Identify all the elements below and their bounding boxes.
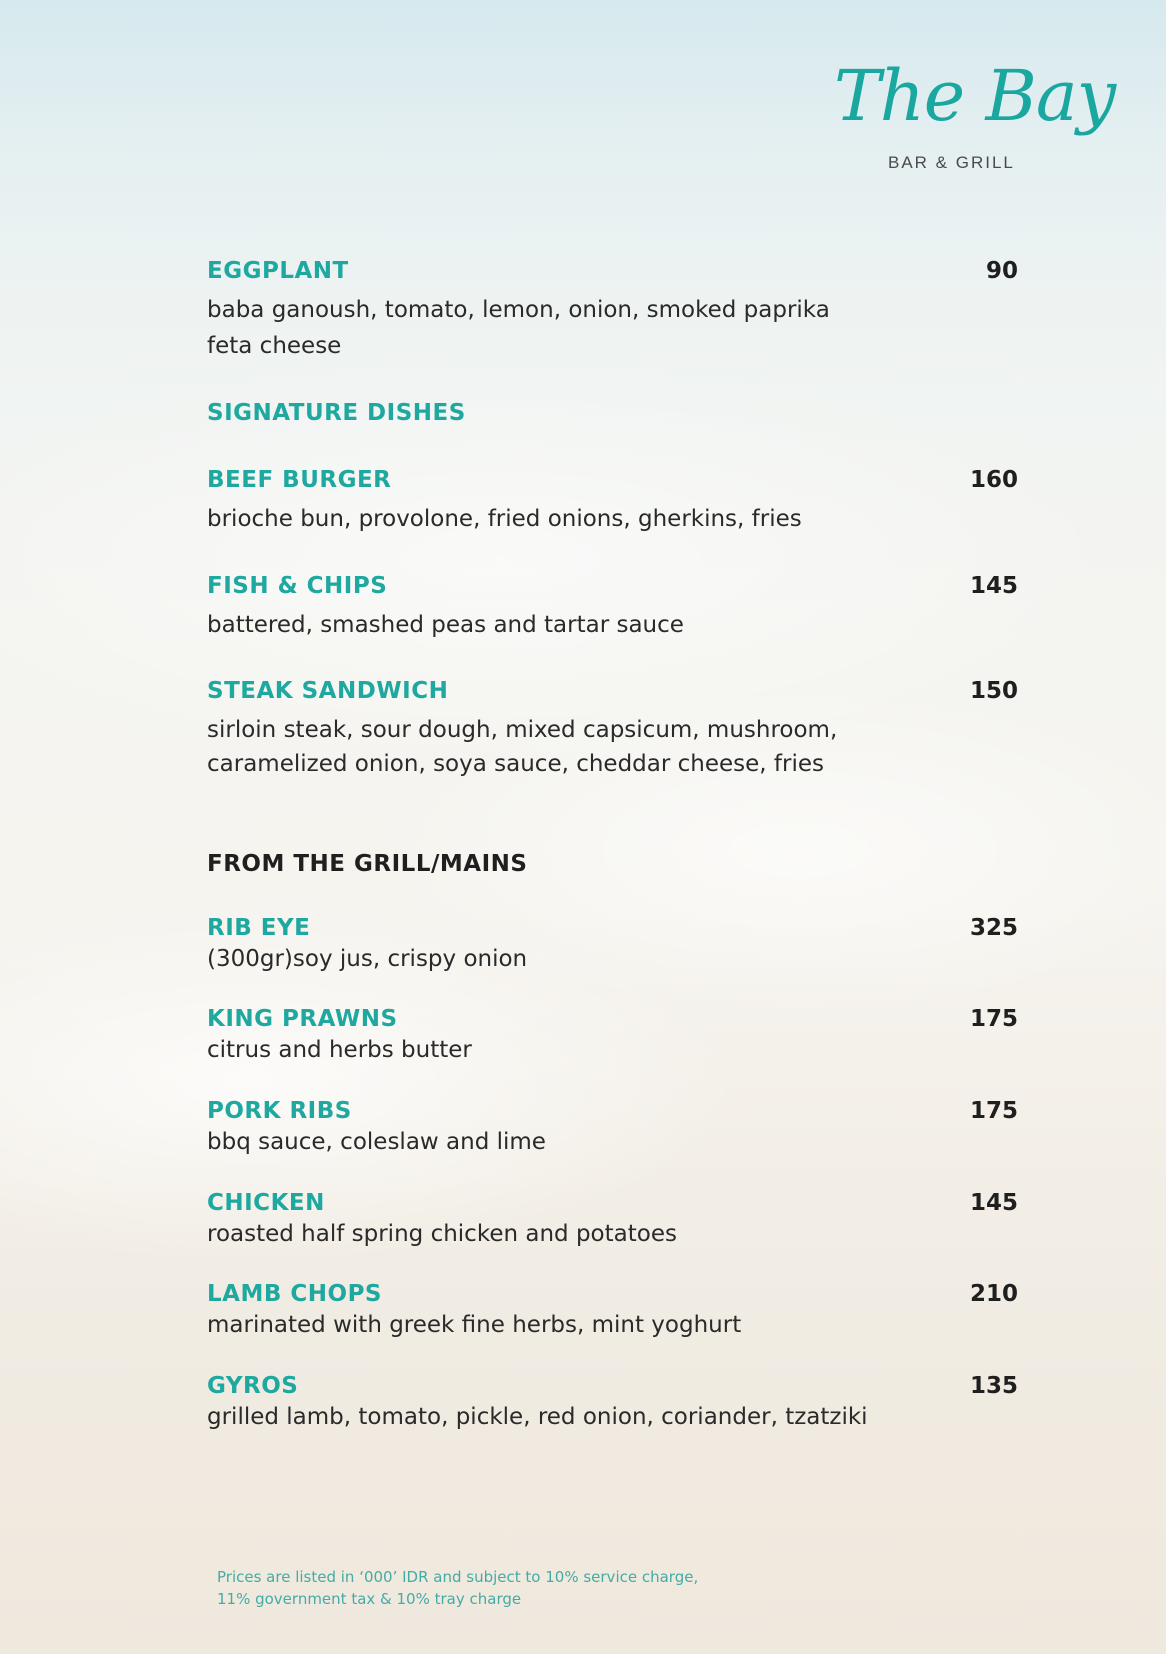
menu-item-price: 175 — [969, 1098, 1018, 1124]
menu-item-price: 145 — [969, 573, 1018, 599]
menu-item-name: BEEF BURGER — [207, 467, 392, 493]
menu-item-name: PORK RIBS — [207, 1098, 352, 1124]
menu-item-name: LAMB CHOPS — [207, 1281, 382, 1307]
menu-item-name: RIB EYE — [207, 915, 311, 941]
menu-item-description: roasted half spring chicken and potatoes — [207, 1221, 677, 1247]
menu-item-name: FISH & CHIPS — [207, 573, 388, 599]
menu-item-description: marinated with greek fine herbs, mint yoghurt — [207, 1312, 742, 1338]
menu-item-price: 145 — [969, 1190, 1018, 1216]
menu-item-description: feta cheese — [207, 333, 342, 359]
menu-item-price: 90 — [985, 258, 1018, 284]
menu-item-price: 210 — [969, 1281, 1018, 1307]
brand-subtitle: BAR & GRILL — [888, 153, 1015, 172]
menu-item-description: (300gr)soy jus, crispy onion — [207, 946, 528, 972]
menu-item-name: STEAK SANDWICH — [207, 678, 449, 704]
section-heading-grill: FROM THE GRILL/MAINS — [207, 851, 528, 877]
menu-item-description: bbq sauce, coleslaw and lime — [207, 1129, 546, 1155]
menu-item-name: GYROS — [207, 1373, 299, 1399]
menu-item-description: baba ganoush, tomato, lemon, onion, smoked paprika — [207, 297, 830, 323]
menu-item-price: 160 — [969, 467, 1018, 493]
brand-logo — [820, 55, 1116, 180]
price-note: 11% government tax & 10% tray charge — [217, 1590, 522, 1608]
menu-item-description: citrus and herbs butter — [207, 1037, 472, 1063]
menu-item-description: battered, smashed peas and tartar sauce — [207, 612, 684, 638]
menu-item-name: KING PRAWNS — [207, 1006, 398, 1032]
menu-item-price: 135 — [969, 1373, 1018, 1399]
menu-item-description: grilled lamb, tomato, pickle, red onion, coriander, tzatziki — [207, 1404, 868, 1430]
brand-name: The Bay — [834, 55, 1116, 137]
menu-item-price: 325 — [969, 915, 1018, 941]
menu-item-price: 175 — [969, 1006, 1018, 1032]
menu-item-description: brioche bun, provolone, fried onions, gherkins, fries — [207, 506, 802, 532]
menu-item-name: EGGPLANT — [207, 258, 349, 284]
menu-item-description: caramelized onion, soya sauce, cheddar cheese, fries — [207, 751, 825, 777]
menu-item-price: 150 — [969, 678, 1018, 704]
menu-item-description: sirloin steak, sour dough, mixed capsicum, mushroom, — [207, 717, 838, 743]
section-heading-signature: SIGNATURE DISHES — [207, 400, 466, 426]
menu-item-name: CHICKEN — [207, 1190, 325, 1216]
price-note: Prices are listed in ‘000’ IDR and subject to 10% service charge, — [217, 1568, 699, 1586]
